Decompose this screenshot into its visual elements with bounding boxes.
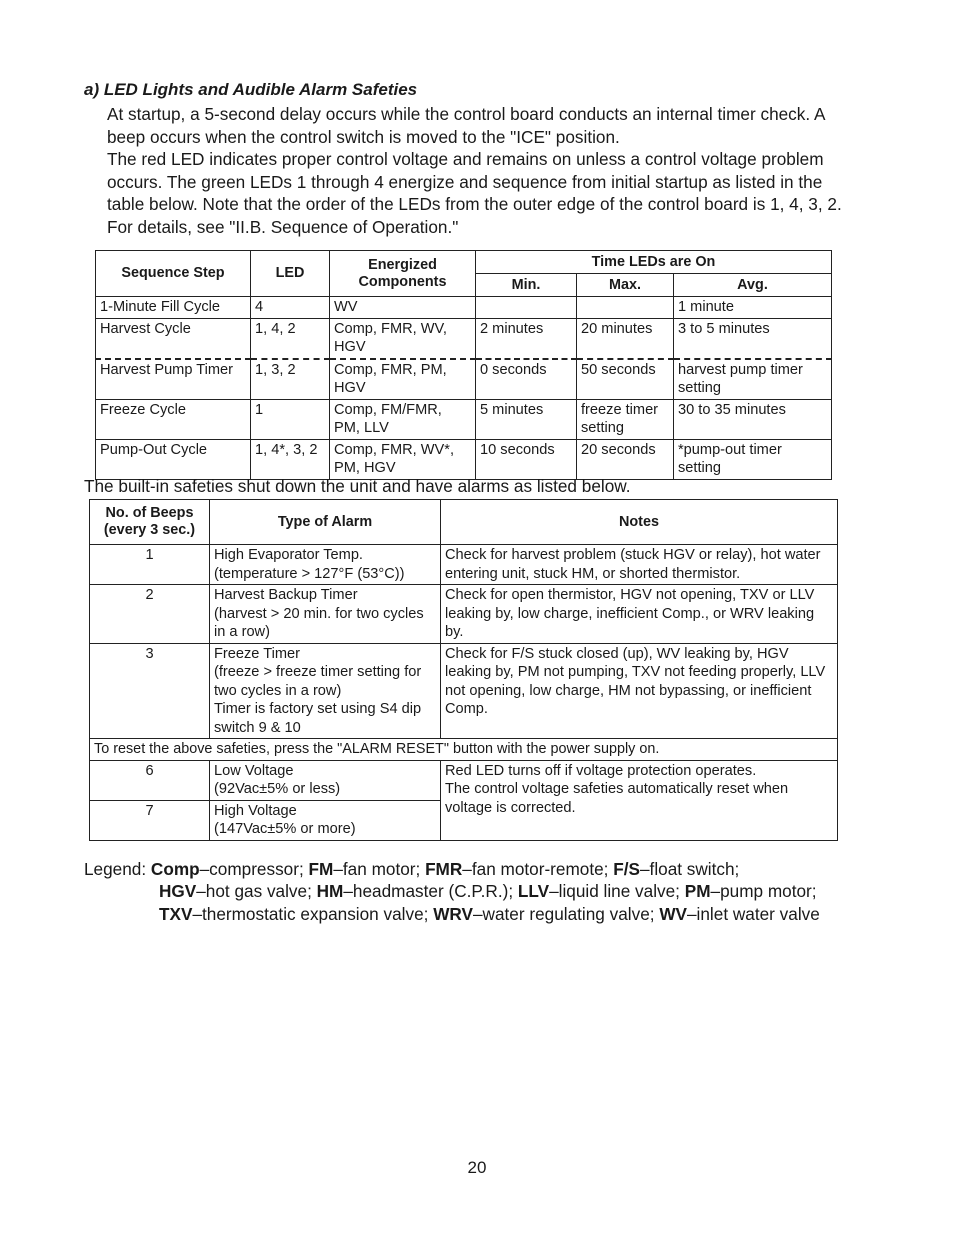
header-min: Min. xyxy=(476,274,577,297)
legend-abbr: WRV xyxy=(433,903,473,924)
table-row xyxy=(90,760,838,800)
table-row xyxy=(90,643,838,739)
intro-paragraph-red-led: The red LED indicates proper control voltage and remains on unless a control voltage problem occurs. The green LEDs 1 through 4 energize and sequence from initial startup as listed in the table below. Note that the order of the LEDs from the outer edge of the control board is 1, 4, 3, 2. For details, see "II.B. Sequence of Operation." xyxy=(107,149,842,237)
cell-components: Comp, FMR, WV*, PM, HGV xyxy=(330,439,476,479)
header-notes: Notes xyxy=(441,500,838,545)
cell-led: 1, 4, 2 xyxy=(251,318,330,359)
header-time-leds-on: Time LEDs are On xyxy=(476,251,832,274)
legend-continued xyxy=(84,880,844,925)
legend-desc: –fan motor-remote; xyxy=(462,859,614,879)
cell-min xyxy=(476,297,577,319)
legend-desc: –water regulating valve; xyxy=(473,903,660,924)
legend-abbr: F/S xyxy=(613,859,640,879)
legend-desc: –headmaster (C.P.R.); xyxy=(343,881,518,902)
cell-avg: 3 to 5 minutes xyxy=(674,318,832,359)
cell-max: 20 seconds xyxy=(577,439,674,479)
legend-abbr: WV xyxy=(659,903,687,924)
legend xyxy=(84,858,844,925)
cell-max: 50 seconds xyxy=(577,359,674,400)
cell-step: Harvest Pump Timer xyxy=(96,359,251,400)
table-row xyxy=(90,739,838,761)
cell-min: 2 minutes xyxy=(476,318,577,359)
legend-desc: –fan motor; xyxy=(333,859,426,879)
cell-notes: Check for F/S stuck closed (up), WV leaking by, HGV leaking by, PM not pumping, TXV not feeding properly, LLV not opening, low charge, HM not bypassing, or inefficient Comp. xyxy=(441,643,838,739)
cell-step: Freeze Cycle xyxy=(96,399,251,439)
reset-instructions: To reset the above safeties, press the "ALARM RESET" button with the power supply on. xyxy=(90,739,838,761)
header-alarm-type: Type of Alarm xyxy=(210,500,441,545)
legend-abbr: FM xyxy=(308,859,334,879)
legend-abbr: HGV xyxy=(159,881,197,902)
legend-abbr: TXV xyxy=(159,903,193,924)
cell-components: Comp, FMR, PM, HGV xyxy=(330,359,476,400)
legend-abbr: FMR xyxy=(425,859,463,879)
cell-alarm-type: High Evaporator Temp. (temperature > 127°F (53°C)) xyxy=(210,545,441,585)
legend-abbr: PM xyxy=(684,881,711,902)
cell-avg: *pump-out timer setting xyxy=(674,439,832,479)
cell-avg: 30 to 35 minutes xyxy=(674,399,832,439)
legend-abbr: Comp xyxy=(150,859,200,879)
table-row xyxy=(96,359,832,400)
header-max: Max. xyxy=(577,274,674,297)
cell-min: 5 minutes xyxy=(476,399,577,439)
cell-led: 1 xyxy=(251,399,330,439)
table-row xyxy=(96,439,832,479)
safeties-intro-text: The built-in safeties shut down the unit and have alarms as listed below. xyxy=(84,476,631,496)
cell-max xyxy=(577,297,674,319)
table-row xyxy=(90,585,838,644)
cell-alarm-type: High Voltage (147Vac±5% or more) xyxy=(210,800,441,840)
table-row xyxy=(90,545,838,585)
cell-max: 20 minutes xyxy=(577,318,674,359)
cell-beeps: 1 xyxy=(90,545,210,585)
cell-avg: harvest pump timer setting xyxy=(674,359,832,400)
legend-desc: –thermostatic expansion valve; xyxy=(192,903,434,924)
cell-max: freeze timer setting xyxy=(577,399,674,439)
alarm-table xyxy=(89,499,838,841)
table-row xyxy=(96,297,832,319)
cell-beeps: 2 xyxy=(90,585,210,644)
cell-alarm-type: Freeze Timer (freeze > freeze timer setting for two cycles in a row) Timer is factory set using S4 dip switch 9 & 10 xyxy=(210,643,441,739)
cell-voltage-notes: Red LED turns off if voltage protection operates. The control voltage safeties automatically reset when voltage is corrected. xyxy=(441,760,838,840)
legend-desc: –pump motor; xyxy=(710,881,817,902)
cell-min: 10 seconds xyxy=(476,439,577,479)
header-avg: Avg. xyxy=(674,274,832,297)
cell-led: 1, 4*, 3, 2 xyxy=(251,439,330,479)
cell-beeps: 7 xyxy=(90,800,210,840)
legend-desc: –inlet water valve xyxy=(687,903,820,924)
intro-text xyxy=(107,103,847,238)
cell-step: Pump-Out Cycle xyxy=(96,439,251,479)
legend-abbr: LLV xyxy=(517,881,550,902)
cell-step: 1-Minute Fill Cycle xyxy=(96,297,251,319)
cell-notes: Check for open thermistor, HGV not opening, TXV or LLV leaking by, low charge, inefficient Comp., or WRV leaking by. xyxy=(441,585,838,644)
cell-alarm-type: Low Voltage (92Vac±5% or less) xyxy=(210,760,441,800)
legend-desc: –hot gas valve; xyxy=(196,881,317,902)
cell-alarm-type: Harvest Backup Timer (harvest > 20 min. for two cycles in a row) xyxy=(210,585,441,644)
cell-components: Comp, FMR, WV, HGV xyxy=(330,318,476,359)
intro-paragraph-startup: At startup, a 5-second delay occurs while the control board conducts an internal timer check. A beep occurs when the control switch is moved to the "ICE" position. xyxy=(107,104,825,147)
header-energized-components: Energized Components xyxy=(330,251,476,297)
cell-avg: 1 minute xyxy=(674,297,832,319)
cell-components: Comp, FM/FMR, PM, LLV xyxy=(330,399,476,439)
legend-label: Legend: xyxy=(84,859,147,879)
header-led: LED xyxy=(251,251,330,297)
sequence-table xyxy=(95,250,832,480)
section-heading: a) LED Lights and Audible Alarm Safeties xyxy=(84,80,418,99)
cell-beeps: 6 xyxy=(90,760,210,800)
cell-beeps: 3 xyxy=(90,643,210,739)
header-beeps: No. of Beeps (every 3 sec.) xyxy=(90,500,210,545)
legend-desc: –liquid line valve; xyxy=(549,881,685,902)
legend-abbr: HM xyxy=(316,881,344,902)
table-row xyxy=(96,399,832,439)
page-number: 20 xyxy=(467,1158,487,1177)
cell-min: 0 seconds xyxy=(476,359,577,400)
cell-components: WV xyxy=(330,297,476,319)
table-row xyxy=(96,318,832,359)
header-sequence-step: Sequence Step xyxy=(96,251,251,297)
cell-notes: Check for harvest problem (stuck HGV or relay), hot water entering unit, stuck HM, or shorted thermistor. xyxy=(441,545,838,585)
legend-desc: –float switch; xyxy=(639,859,740,879)
legend-desc: –compressor; xyxy=(199,859,309,879)
cell-led: 4 xyxy=(251,297,330,319)
cell-step: Harvest Cycle xyxy=(96,318,251,359)
cell-led: 1, 3, 2 xyxy=(251,359,330,400)
